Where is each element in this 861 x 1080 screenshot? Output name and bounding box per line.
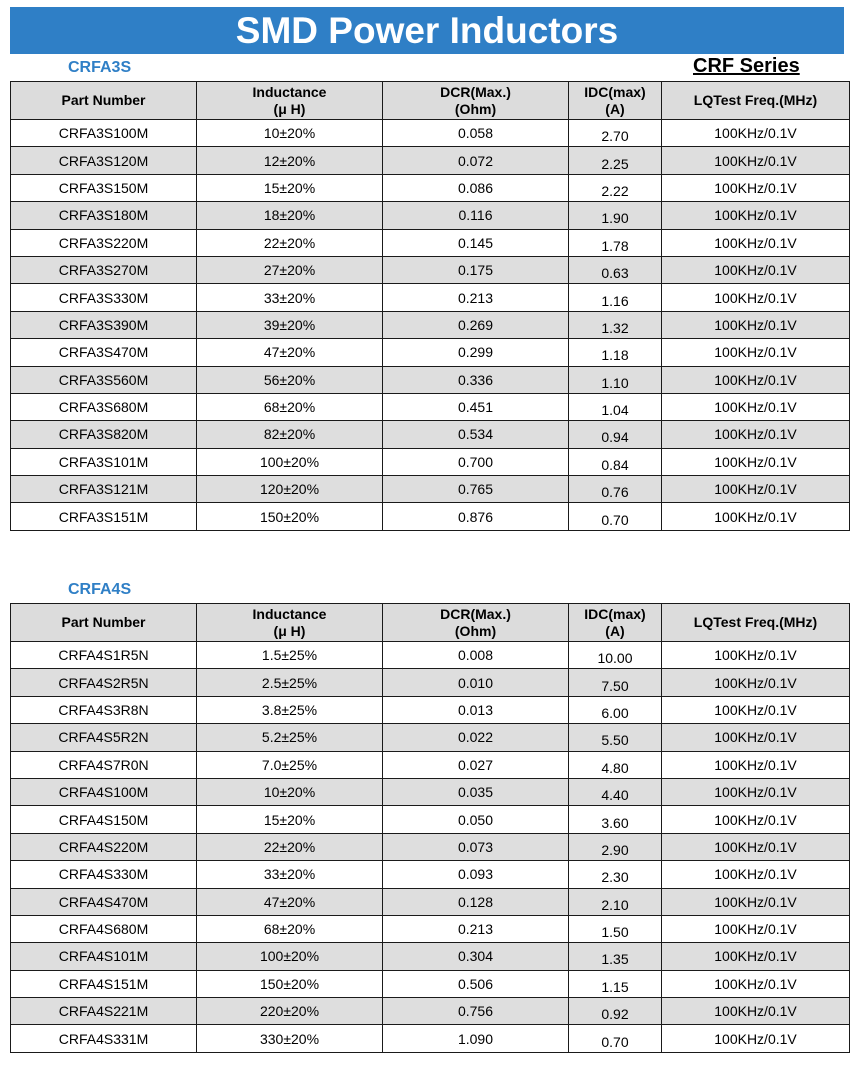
cell-test-freq: 100KHz/0.1V xyxy=(662,202,850,229)
cell-idc: 5.50 xyxy=(569,724,662,751)
table-row xyxy=(11,284,850,311)
cell-dcr: 0.765 xyxy=(383,476,569,503)
cell-part-number: CRFA4S221M xyxy=(11,998,197,1025)
cell-test-freq: 100KHz/0.1V xyxy=(662,256,850,283)
cell-idc: 1.10 xyxy=(569,366,662,393)
cell-part-number: CRFA4S3R8N xyxy=(11,696,197,723)
cell-inductance: 5.2±25% xyxy=(197,724,383,751)
cell-idc: 1.78 xyxy=(569,229,662,256)
cell-part-number: CRFA4S1R5N xyxy=(11,642,197,669)
cell-dcr: 0.876 xyxy=(383,503,569,530)
header-inductance: Inductance (μ H) xyxy=(197,82,383,120)
header-idc: IDC(max) (A) xyxy=(569,82,662,120)
cell-part-number: CRFA4S5R2N xyxy=(11,724,197,751)
cell-idc: 1.32 xyxy=(569,311,662,338)
cell-inductance: 1.5±25% xyxy=(197,642,383,669)
cell-test-freq: 100KHz/0.1V xyxy=(662,998,850,1025)
header-test-freq: LQTest Freq.(MHz) xyxy=(662,604,850,642)
table-row xyxy=(11,861,850,888)
cell-test-freq: 100KHz/0.1V xyxy=(662,229,850,256)
cell-test-freq: 100KHz/0.1V xyxy=(662,806,850,833)
cell-inductance: 39±20% xyxy=(197,311,383,338)
cell-test-freq: 100KHz/0.1V xyxy=(662,696,850,723)
cell-idc: 3.60 xyxy=(569,806,662,833)
cell-inductance: 100±20% xyxy=(197,943,383,970)
cell-test-freq: 100KHz/0.1V xyxy=(662,120,850,147)
cell-test-freq: 100KHz/0.1V xyxy=(662,1025,850,1052)
header-part-number: Part Number xyxy=(11,82,197,120)
table-row xyxy=(11,339,850,366)
cell-inductance: 33±20% xyxy=(197,861,383,888)
table-row xyxy=(11,393,850,420)
cell-part-number: CRFA4S101M xyxy=(11,943,197,970)
cell-inductance: 10±20% xyxy=(197,120,383,147)
table-row xyxy=(11,915,850,942)
cell-idc: 0.92 xyxy=(569,998,662,1025)
cell-dcr: 0.175 xyxy=(383,256,569,283)
cell-idc: 1.50 xyxy=(569,915,662,942)
cell-test-freq: 100KHz/0.1V xyxy=(662,476,850,503)
cell-part-number: CRFA4S2R5N xyxy=(11,669,197,696)
table-row xyxy=(11,943,850,970)
header-inductance: Inductance (μ H) xyxy=(197,604,383,642)
cell-idc: 0.76 xyxy=(569,476,662,503)
cell-test-freq: 100KHz/0.1V xyxy=(662,888,850,915)
cell-dcr: 0.073 xyxy=(383,833,569,860)
cell-test-freq: 100KHz/0.1V xyxy=(662,915,850,942)
table-row xyxy=(11,476,850,503)
cell-dcr: 0.269 xyxy=(383,311,569,338)
cell-dcr: 0.072 xyxy=(383,147,569,174)
cell-dcr: 0.027 xyxy=(383,751,569,778)
cell-part-number: CRFA3S120M xyxy=(11,147,197,174)
cell-part-number: CRFA4S220M xyxy=(11,833,197,860)
cell-inductance: 150±20% xyxy=(197,503,383,530)
cell-part-number: CRFA3S151M xyxy=(11,503,197,530)
cell-part-number: CRFA4S331M xyxy=(11,1025,197,1052)
cell-dcr: 0.213 xyxy=(383,284,569,311)
cell-part-number: CRFA4S330M xyxy=(11,861,197,888)
table-row xyxy=(11,998,850,1025)
cell-test-freq: 100KHz/0.1V xyxy=(662,284,850,311)
cell-part-number: CRFA3S680M xyxy=(11,393,197,420)
cell-dcr: 0.022 xyxy=(383,724,569,751)
cell-dcr: 0.304 xyxy=(383,943,569,970)
cell-idc: 1.04 xyxy=(569,393,662,420)
cell-dcr: 0.506 xyxy=(383,970,569,997)
cell-test-freq: 100KHz/0.1V xyxy=(662,448,850,475)
cell-inductance: 15±20% xyxy=(197,174,383,201)
cell-part-number: CRFA3S270M xyxy=(11,256,197,283)
cell-test-freq: 100KHz/0.1V xyxy=(662,339,850,366)
cell-dcr: 0.008 xyxy=(383,642,569,669)
cell-test-freq: 100KHz/0.1V xyxy=(662,174,850,201)
cell-idc: 4.80 xyxy=(569,751,662,778)
cell-part-number: CRFA3S180M xyxy=(11,202,197,229)
cell-inductance: 68±20% xyxy=(197,393,383,420)
table-row xyxy=(11,229,850,256)
cell-part-number: CRFA4S150M xyxy=(11,806,197,833)
cell-idc: 2.10 xyxy=(569,888,662,915)
cell-part-number: CRFA4S470M xyxy=(11,888,197,915)
cell-test-freq: 100KHz/0.1V xyxy=(662,421,850,448)
cell-dcr: 1.090 xyxy=(383,1025,569,1052)
cell-dcr: 0.035 xyxy=(383,778,569,805)
cell-idc: 0.70 xyxy=(569,1025,662,1052)
table-row xyxy=(11,202,850,229)
table-row xyxy=(11,696,850,723)
cell-test-freq: 100KHz/0.1V xyxy=(662,861,850,888)
cell-inductance: 10±20% xyxy=(197,778,383,805)
header-dcr: DCR(Max.) (Ohm) xyxy=(383,82,569,120)
cell-inductance: 22±20% xyxy=(197,833,383,860)
table-row xyxy=(11,366,850,393)
cell-part-number: CRFA3S150M xyxy=(11,174,197,201)
table-row xyxy=(11,888,850,915)
table-row xyxy=(11,120,850,147)
table-row xyxy=(11,448,850,475)
cell-test-freq: 100KHz/0.1V xyxy=(662,311,850,338)
cell-dcr: 0.534 xyxy=(383,421,569,448)
cell-inductance: 150±20% xyxy=(197,970,383,997)
cell-inductance: 47±20% xyxy=(197,339,383,366)
cell-test-freq: 100KHz/0.1V xyxy=(662,751,850,778)
cell-idc: 0.84 xyxy=(569,448,662,475)
cell-part-number: CRFA4S100M xyxy=(11,778,197,805)
cell-idc: 1.15 xyxy=(569,970,662,997)
spec-table-crfa3s xyxy=(10,81,850,531)
cell-test-freq: 100KHz/0.1V xyxy=(662,393,850,420)
cell-test-freq: 100KHz/0.1V xyxy=(662,970,850,997)
section-label-crfa3s: CRFA3S xyxy=(68,59,132,76)
section-label-crfa4s: CRFA4S xyxy=(68,581,132,598)
cell-idc: 1.90 xyxy=(569,202,662,229)
cell-test-freq: 100KHz/0.1V xyxy=(662,147,850,174)
cell-dcr: 0.299 xyxy=(383,339,569,366)
cell-inductance: 47±20% xyxy=(197,888,383,915)
header-test-freq: LQTest Freq.(MHz) xyxy=(662,82,850,120)
cell-idc: 1.16 xyxy=(569,284,662,311)
cell-idc: 2.90 xyxy=(569,833,662,860)
cell-idc: 1.18 xyxy=(569,339,662,366)
cell-inductance: 100±20% xyxy=(197,448,383,475)
cell-dcr: 0.128 xyxy=(383,888,569,915)
cell-dcr: 0.336 xyxy=(383,366,569,393)
table-row xyxy=(11,751,850,778)
cell-idc: 2.70 xyxy=(569,120,662,147)
cell-dcr: 0.213 xyxy=(383,915,569,942)
cell-inductance: 330±20% xyxy=(197,1025,383,1052)
cell-inductance: 7.0±25% xyxy=(197,751,383,778)
cell-inductance: 15±20% xyxy=(197,806,383,833)
cell-dcr: 0.756 xyxy=(383,998,569,1025)
series-label: CRF Series xyxy=(693,55,800,77)
cell-part-number: CRFA3S470M xyxy=(11,339,197,366)
cell-test-freq: 100KHz/0.1V xyxy=(662,943,850,970)
cell-part-number: CRFA3S560M xyxy=(11,366,197,393)
header-idc: IDC(max) (A) xyxy=(569,604,662,642)
cell-inductance: 2.5±25% xyxy=(197,669,383,696)
table-row xyxy=(11,147,850,174)
cell-idc: 4.40 xyxy=(569,778,662,805)
cell-test-freq: 100KHz/0.1V xyxy=(662,642,850,669)
table-row xyxy=(11,970,850,997)
cell-part-number: CRFA3S100M xyxy=(11,120,197,147)
cell-inductance: 27±20% xyxy=(197,256,383,283)
table-row xyxy=(11,642,850,669)
cell-part-number: CRFA3S220M xyxy=(11,229,197,256)
cell-inductance: 220±20% xyxy=(197,998,383,1025)
table-row xyxy=(11,778,850,805)
cell-dcr: 0.010 xyxy=(383,669,569,696)
table-row xyxy=(11,724,850,751)
cell-part-number: CRFA3S390M xyxy=(11,311,197,338)
table-row xyxy=(11,421,850,448)
cell-inductance: 18±20% xyxy=(197,202,383,229)
table-row xyxy=(11,311,850,338)
cell-idc: 10.00 xyxy=(569,642,662,669)
table-row xyxy=(11,1025,850,1052)
cell-part-number: CRFA3S820M xyxy=(11,421,197,448)
cell-test-freq: 100KHz/0.1V xyxy=(662,724,850,751)
cell-inductance: 82±20% xyxy=(197,421,383,448)
cell-part-number: CRFA3S101M xyxy=(11,448,197,475)
cell-idc: 0.63 xyxy=(569,256,662,283)
cell-part-number: CRFA4S7R0N xyxy=(11,751,197,778)
table-row xyxy=(11,833,850,860)
cell-idc: 7.50 xyxy=(569,669,662,696)
cell-test-freq: 100KHz/0.1V xyxy=(662,778,850,805)
cell-test-freq: 100KHz/0.1V xyxy=(662,366,850,393)
header-dcr: DCR(Max.) (Ohm) xyxy=(383,604,569,642)
cell-dcr: 0.451 xyxy=(383,393,569,420)
cell-dcr: 0.050 xyxy=(383,806,569,833)
cell-idc: 0.94 xyxy=(569,421,662,448)
cell-dcr: 0.058 xyxy=(383,120,569,147)
cell-inductance: 12±20% xyxy=(197,147,383,174)
table-row xyxy=(11,669,850,696)
cell-inductance: 56±20% xyxy=(197,366,383,393)
cell-dcr: 0.700 xyxy=(383,448,569,475)
cell-test-freq: 100KHz/0.1V xyxy=(662,669,850,696)
cell-idc: 2.22 xyxy=(569,174,662,201)
table-row xyxy=(11,806,850,833)
cell-idc: 0.70 xyxy=(569,503,662,530)
cell-part-number: CRFA3S330M xyxy=(11,284,197,311)
cell-part-number: CRFA4S151M xyxy=(11,970,197,997)
header-row xyxy=(11,604,850,642)
cell-inductance: 120±20% xyxy=(197,476,383,503)
cell-inductance: 3.8±25% xyxy=(197,696,383,723)
cell-idc: 1.35 xyxy=(569,943,662,970)
header-part-number: Part Number xyxy=(11,604,197,642)
spec-table-crfa4s xyxy=(10,603,850,1053)
cell-idc: 2.30 xyxy=(569,861,662,888)
table-row xyxy=(11,174,850,201)
cell-idc: 2.25 xyxy=(569,147,662,174)
cell-dcr: 0.145 xyxy=(383,229,569,256)
table-row xyxy=(11,256,850,283)
cell-part-number: CRFA3S121M xyxy=(11,476,197,503)
cell-dcr: 0.093 xyxy=(383,861,569,888)
cell-test-freq: 100KHz/0.1V xyxy=(662,833,850,860)
cell-idc: 6.00 xyxy=(569,696,662,723)
table-row xyxy=(11,503,850,530)
cell-dcr: 0.116 xyxy=(383,202,569,229)
cell-part-number: CRFA4S680M xyxy=(11,915,197,942)
cell-inductance: 22±20% xyxy=(197,229,383,256)
header-row xyxy=(11,82,850,120)
cell-dcr: 0.013 xyxy=(383,696,569,723)
page-title: SMD Power Inductors xyxy=(10,7,844,54)
cell-test-freq: 100KHz/0.1V xyxy=(662,503,850,530)
cell-inductance: 68±20% xyxy=(197,915,383,942)
cell-dcr: 0.086 xyxy=(383,174,569,201)
cell-inductance: 33±20% xyxy=(197,284,383,311)
